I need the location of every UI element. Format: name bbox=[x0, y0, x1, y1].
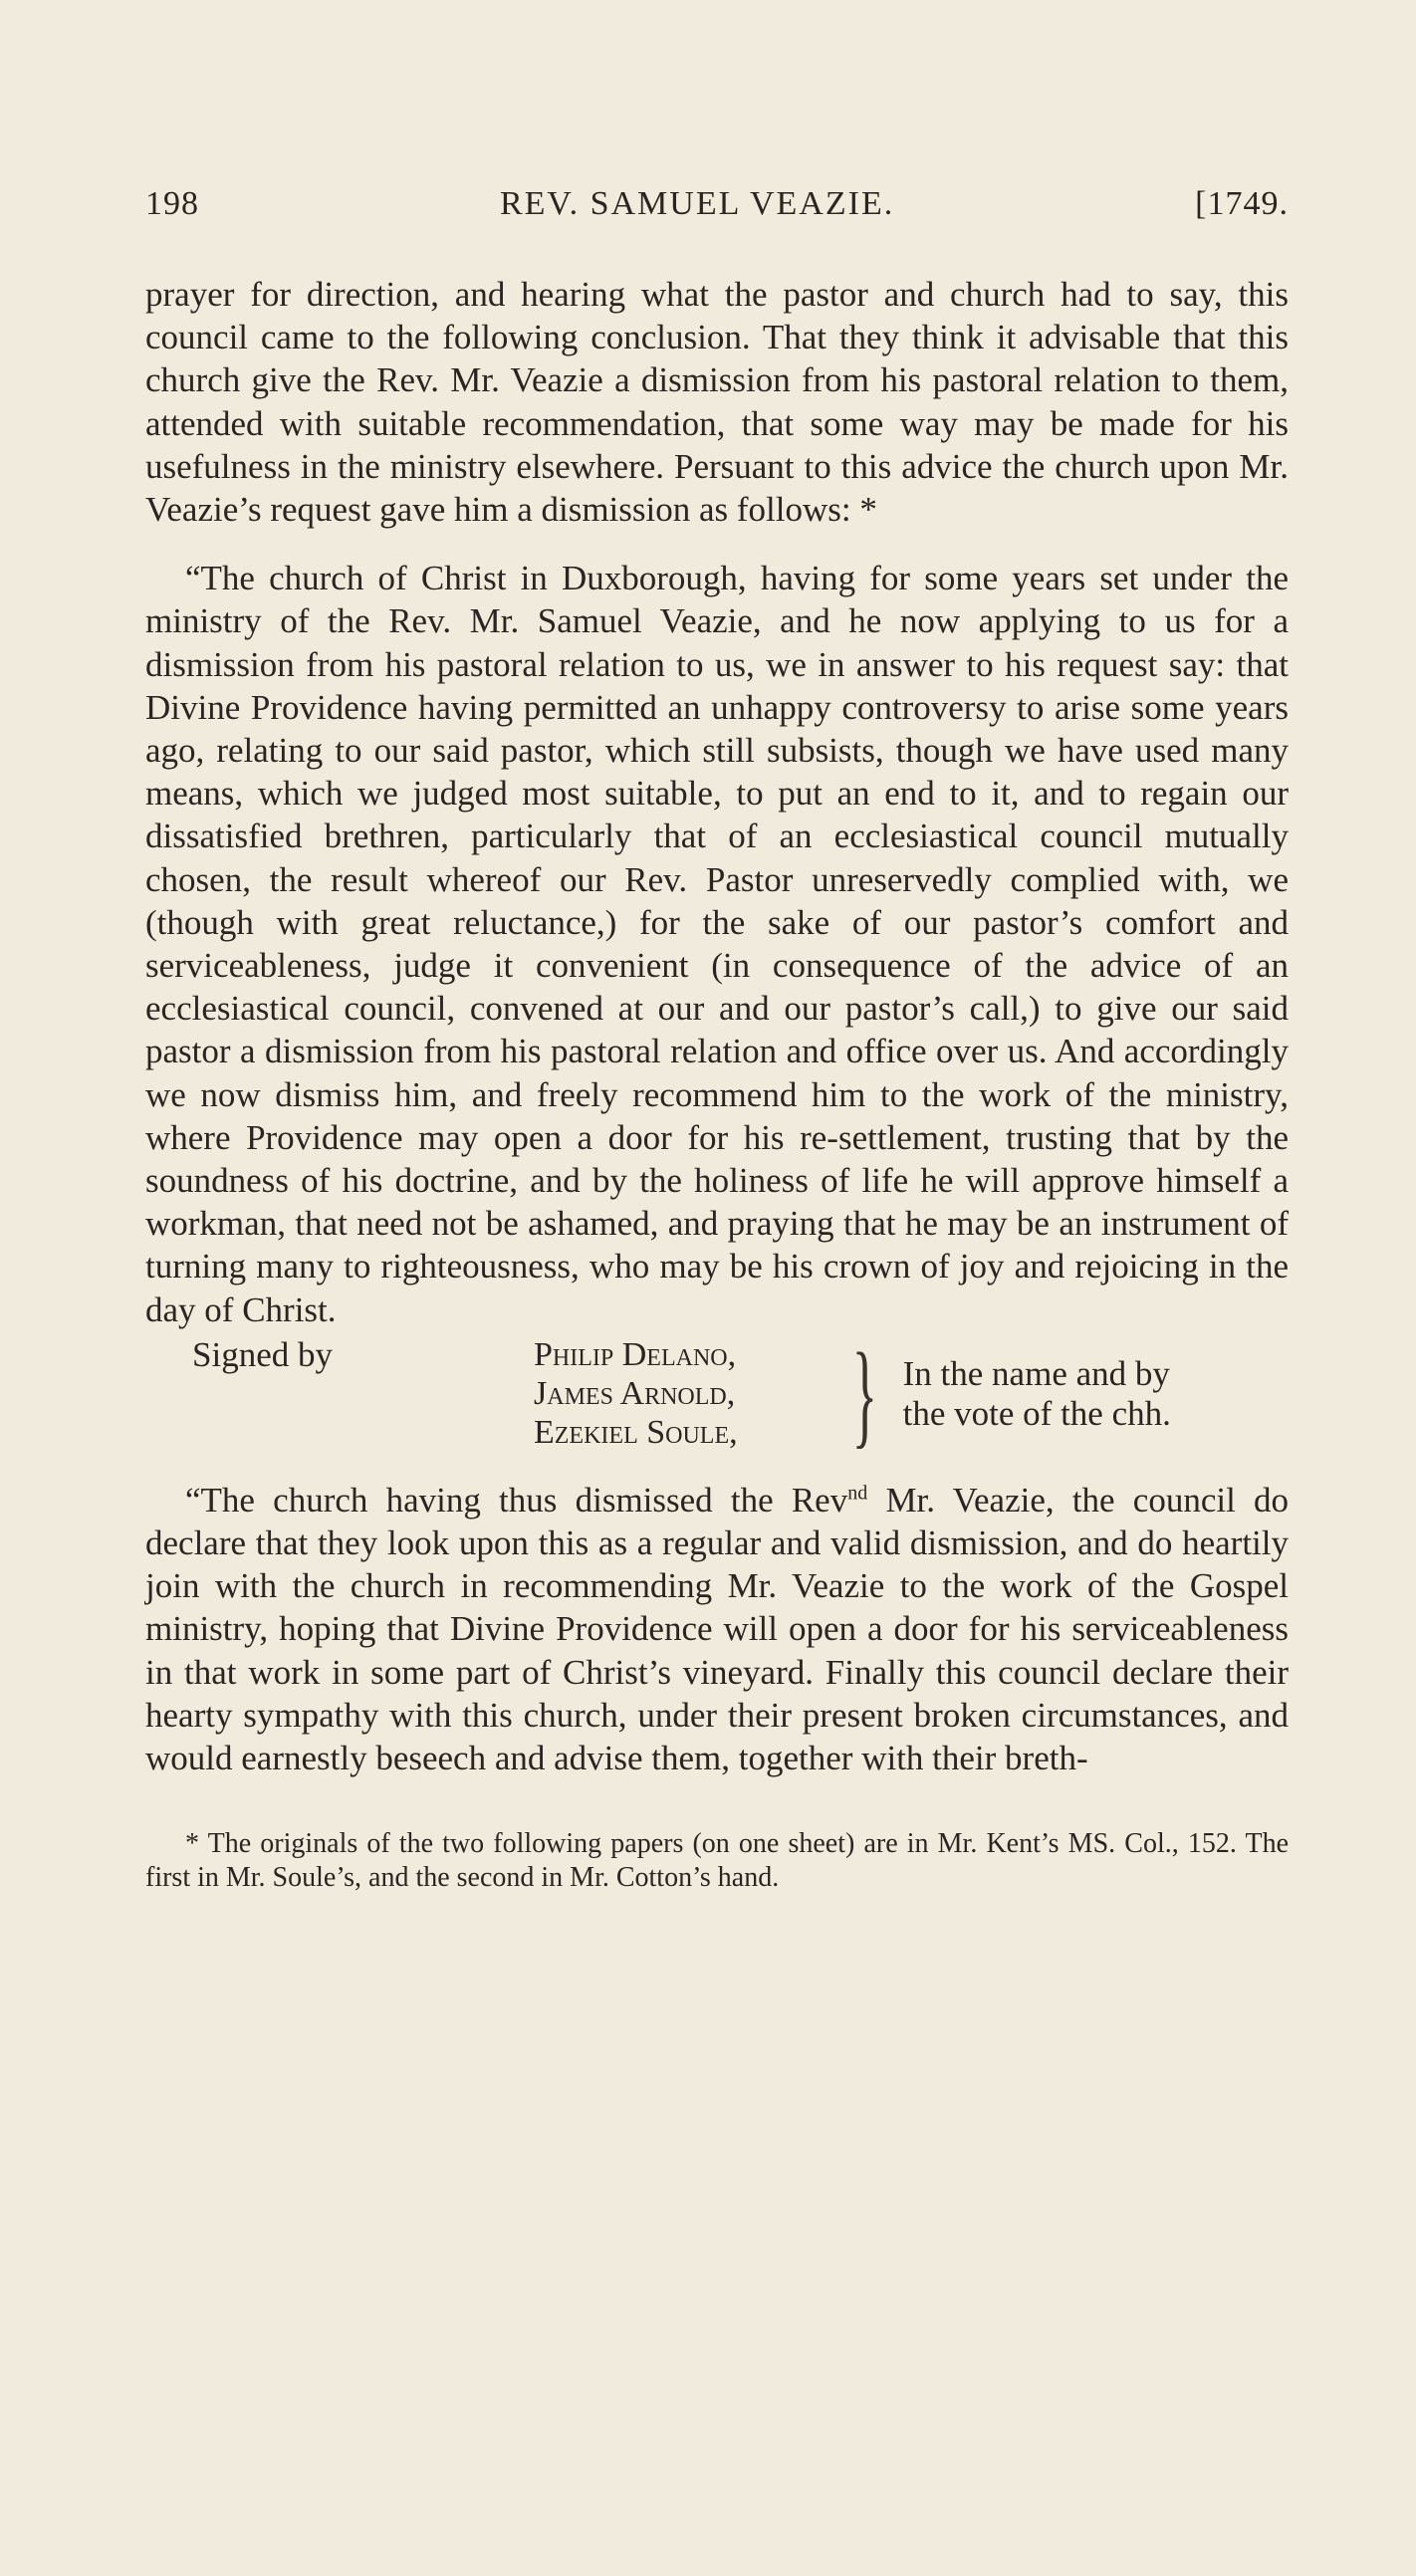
paragraph-church-dismission: “The church of Christ in Duxborough, having for some years set under the ministry of the Rev. Mr. Samuel Veazie, and he now applying to us for a dismission from his pastoral relation to us, we in answer to his request say: that Divine Providence having permitted an unhappy controversy to arise some years ago, relating to our said pastor, which still subsists, though we have used many means, which we judged most suitable, to put an end to it, and to regain our dissatisfied brethren, particularly that of an ecclesiastical council mutually chosen, the result whereof our Rev. Pastor unreservedly complied with, we (though with great reluctance,) for the sake of our pastor’s comfort and serviceableness, judge it convenient (in consequence of the advice of an ecclesiastical council, convened at our and our pastor’s call,) to give our said pastor a dismission from his pastoral relation and office over us. And accordingly we now dismiss him, and freely recommend him to the work of the ministry, where Providence may open a door for his re-settlement, trusting that by the soundness of his doctrine, and by the holiness of life he will approve himself a workman, that need not be ashamed, and praying that he may be an instrument of turning many to righteousness, who may be his crown of joy and rejoicing in the day of Christ. bbox=[145, 559, 1289, 1329]
running-header bbox=[145, 185, 1289, 223]
council-text-rest: Mr. Veazie, the council do declare that they look upon this as a regular and valid dismission, and do heartily join with the church in recommending Mr. Veazie to the work of the Gospel ministry, hoping that Divine Providence will open a door for his serviceableness in that work in some part of Christ’s vineyard. Finally this council declare their hearty sympathy with this church, under their present broken circumstances, and would earnestly beseech and advise them, together with their breth- bbox=[145, 1480, 1290, 1778]
running-title: REV. SAMUEL VEAZIE. bbox=[499, 185, 895, 222]
signature-note-line: In the name and by bbox=[902, 1353, 1170, 1393]
signatory-name: Ezekiel Soule, bbox=[534, 1414, 738, 1452]
superscript-nd: nd bbox=[847, 1482, 868, 1505]
page-number: 198 bbox=[145, 185, 199, 222]
paragraph-council-declaration bbox=[145, 1479, 1289, 1779]
header-year: [1749. bbox=[1195, 185, 1289, 222]
brace-glyph: } bbox=[851, 1327, 878, 1459]
signatory-list bbox=[534, 1335, 832, 1452]
footnote: * The originals of the two following papers (on one sheet) are in Mr. Kent’s MS. Col., 152. The first in Mr. Soule’s, and the second in Mr. Cotton’s hand. bbox=[145, 1828, 1289, 1894]
signatory-name: Philip Delano, bbox=[534, 1336, 737, 1374]
signature-note bbox=[903, 1354, 1171, 1434]
council-text-start: “The church having thus dismissed the Rev bbox=[185, 1480, 848, 1520]
signatory-name: James Arnold, bbox=[534, 1375, 736, 1413]
signature-note-line: the vote of the chh. bbox=[902, 1393, 1171, 1433]
paragraph-council-conclusion: prayer for direction, and hearing what the pastor and church had to say, this council came to the following conclusion. That they think it advisable that this church give the Rev. Mr. Veazie a dismission from his pastoral relation to them, attended with suitable recommendation, that some way may be made for his usefulness in the ministry elsewhere. Persuant to this advice the church upon Mr. Veazie’s request gave him a dismission as follows: * bbox=[145, 275, 1289, 530]
signed-by-label: Signed by bbox=[192, 1334, 333, 1374]
book-page bbox=[145, 185, 1289, 1923]
signature-block bbox=[145, 1327, 1289, 1459]
